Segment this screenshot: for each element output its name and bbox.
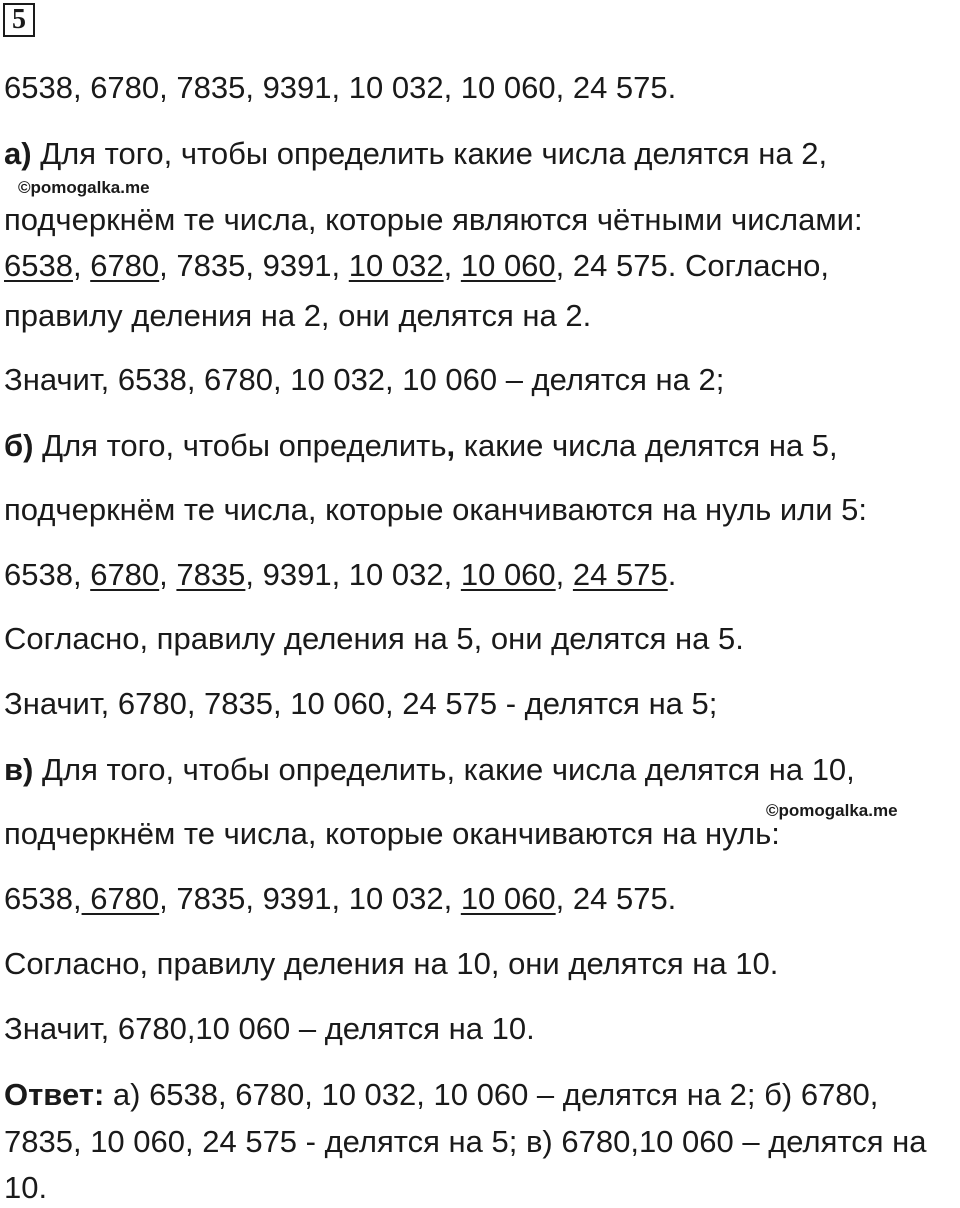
part-b-line-1: [4, 426, 838, 466]
answer-line-3: 10.: [4, 1170, 48, 1205]
part-b-label: б): [4, 428, 34, 463]
part-b-line-2: подчеркнём те числа, которые оканчиваются на нуль или 5:: [4, 492, 868, 527]
underlined-number: 6780: [90, 557, 160, 592]
part-a-label: а): [4, 136, 32, 171]
part-v-line-1: [4, 750, 855, 790]
part-a-line-4: правилу деления на 2, они делятся на 2.: [4, 298, 592, 333]
separator: , 7835, 9391, 10 032,: [159, 881, 461, 916]
underlined-number: 6538: [4, 248, 73, 283]
separator: , 24 575.: [555, 881, 677, 916]
part-a-conclusion: Значит, 6538, 6780, 10 032, 10 060 – делятся на 2;: [4, 362, 725, 397]
part-v-conclusion: Значит, 6780,10 060 – делятся на 10.: [4, 1011, 535, 1046]
separator: , 7835, 9391,: [159, 248, 349, 283]
plain-number: 6538,: [4, 881, 82, 916]
part-a-numbers-line: [4, 246, 829, 286]
underlined-number: 10 032: [348, 248, 444, 283]
underlined-number: 10 060: [460, 248, 556, 283]
separator: .: [667, 557, 677, 592]
separator: , 24 575. Согласно,: [555, 248, 829, 283]
watermark-bottom: ©pomogalka.me: [766, 801, 898, 820]
separator: ,: [555, 557, 573, 592]
answer-text-1: а) 6538, 6780, 10 032, 10 060 – делятся на 2; б) 6780,: [104, 1077, 879, 1112]
part-a-text: Для того, чтобы определить какие числа делятся на 2,: [31, 136, 828, 171]
answer-label: Ответ:: [4, 1077, 105, 1112]
separator: , 9391, 10 032,: [245, 557, 461, 592]
underlined-number: 10 060: [460, 557, 556, 592]
underlined-number: 7835: [176, 557, 246, 592]
watermark-top: ©pomogalka.me: [18, 178, 150, 197]
separator: ,: [159, 557, 177, 592]
part-v-numbers-line: [4, 879, 676, 919]
answer-line-1: [4, 1075, 878, 1115]
task-number-box: 5: [3, 3, 35, 37]
part-v-label: в): [4, 752, 34, 787]
part-b-comma: ,: [446, 428, 456, 463]
underlined-number: 6780: [90, 248, 160, 283]
part-b-text-2: какие числа делятся на 5,: [455, 428, 838, 463]
plain-number: 6538,: [4, 557, 91, 592]
part-b-text-1: Для того, чтобы определить: [33, 428, 447, 463]
part-v-line-2: подчеркнём те числа, которые оканчиваются на нуль:: [4, 816, 780, 851]
intro-numbers: 6538, 6780, 7835, 9391, 10 032, 10 060, 24 575.: [4, 70, 677, 105]
part-a-line-1: [4, 134, 827, 174]
underlined-number: 10 060: [460, 881, 556, 916]
underlined-number: 24 575: [572, 557, 668, 592]
separator: ,: [443, 248, 461, 283]
part-v-rule: Согласно, правилу деления на 10, они делятся на 10.: [4, 946, 779, 981]
part-b-rule: Согласно, правилу деления на 5, они делятся на 5.: [4, 621, 744, 656]
part-a-line-2: подчеркнём те числа, которые являются чётными числами:: [4, 202, 863, 237]
answer-line-2: 7835, 10 060, 24 575 - делятся на 5; в) 6780,10 060 – делятся на: [4, 1124, 927, 1159]
separator: ,: [72, 248, 91, 283]
part-b-conclusion: Значит, 6780, 7835, 10 060, 24 575 - делятся на 5;: [4, 686, 718, 721]
part-v-text: Для того, чтобы определить, какие числа делятся на 10,: [33, 752, 855, 787]
underlined-number: 6780: [81, 881, 160, 916]
part-b-numbers-line: [4, 555, 676, 595]
